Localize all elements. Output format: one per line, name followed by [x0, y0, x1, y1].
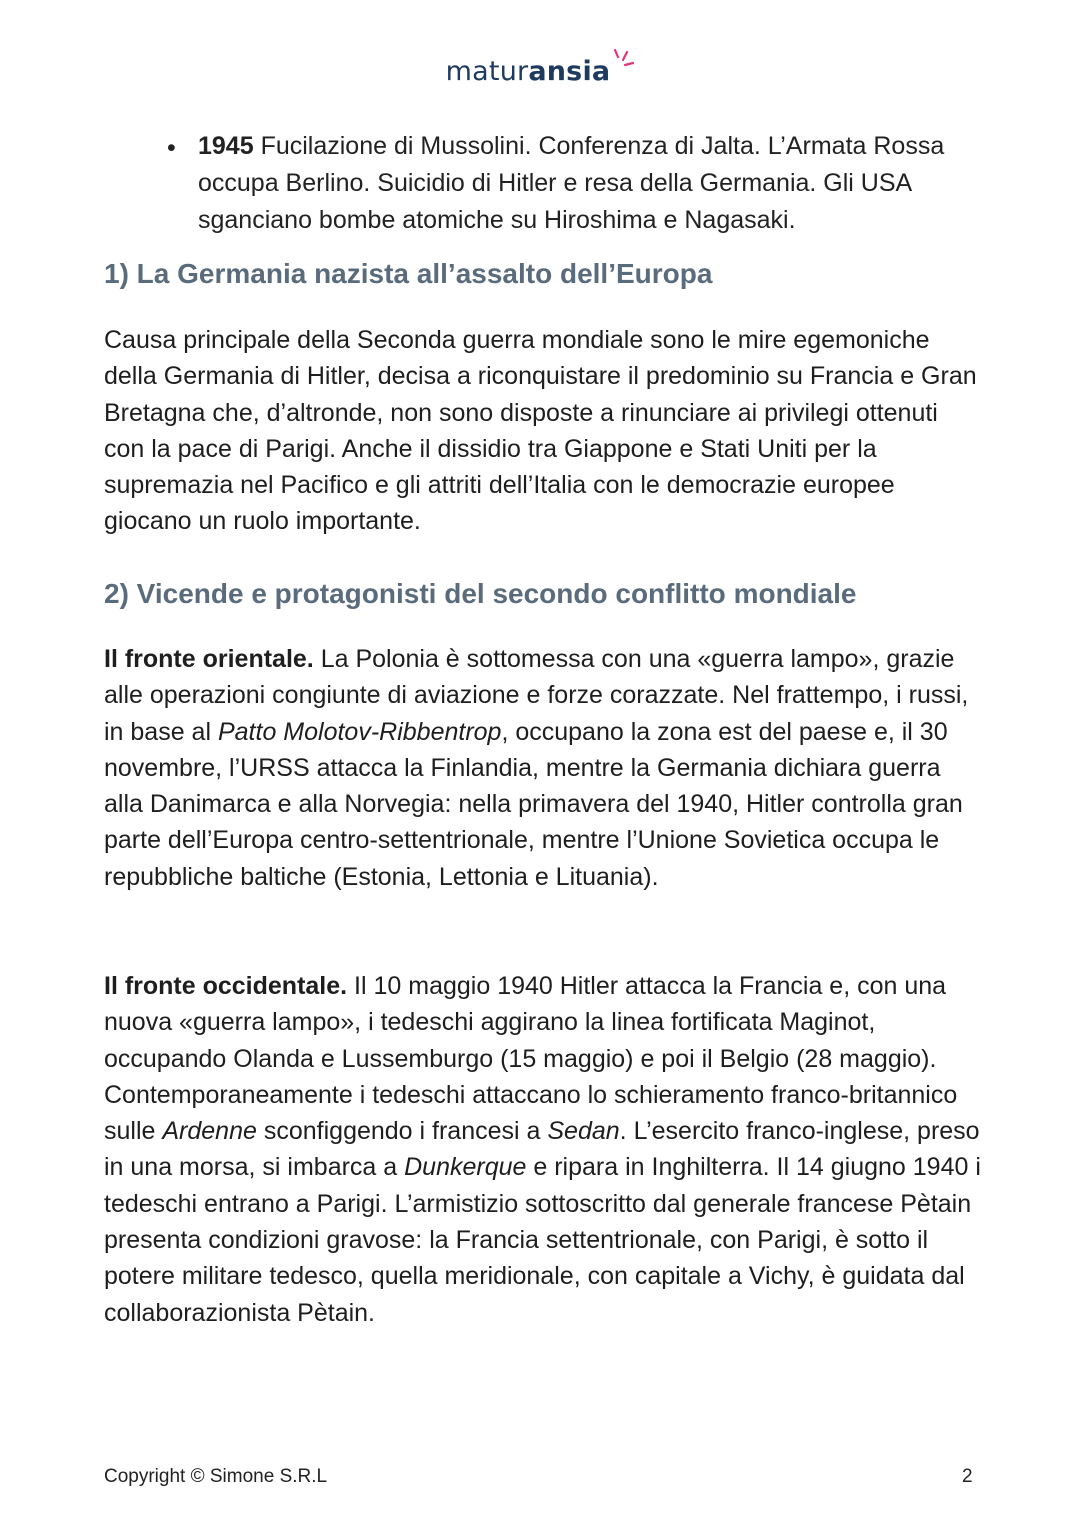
- west-ardenne: Ardenne: [162, 1117, 257, 1146]
- brand-logo: [0, 56, 1080, 87]
- logo-bold: ansia: [528, 56, 611, 87]
- logo-regular: matur: [445, 56, 529, 87]
- sparkle-icon: [612, 48, 634, 70]
- west-text-d: e ripara in Inghilterra. Il 14 giugno 1940 i tedeschi entrano a Parigi. L’armistizio sottoscritto dal generale francese Pètain presenta condizioni gravose: la Francia settentrionale, con Parigi, è sotto il potere militare tedesco, quella meridionale, con capitale a Vichy, è guidata dal collaborazionista Pètain.: [104, 1153, 981, 1327]
- east-text-a: La Polonia è sottomessa con una «guerra lampo», grazie alle operazioni congiunte di aviazione e forze corazzate. Nel frattempo, i russi, in base al: [104, 645, 969, 746]
- east-pact: Patto Molotov-Ribbentrop: [217, 717, 502, 746]
- timeline-bullet: [198, 128, 998, 239]
- section-heading-1: 1) La Germania nazista all’assalto dell’Europa: [104, 258, 713, 289]
- bullet-text: Fucilazione di Mussolini. Conferenza di Jalta. L’Armata Rossa occupa Berlino. Suicidio di Hitler e resa della Germania. Gli USA sganciano bombe atomiche su Hiroshima e Nagasaki.: [198, 132, 945, 234]
- west-lead: Il fronte occidentale.: [104, 972, 348, 1000]
- paragraph-west-front: [104, 968, 984, 1331]
- west-text-a: Il 10 maggio 1940 Hitler attacca la Francia e, con una nuova «guerra lampo», i tedeschi aggirano la linea fortificata Maginot, occupando Olanda e Lussemburgo (15 maggio) e poi il Belgio (28 maggio). Contemporaneamente i tedeschi attaccano lo schieramento franco-britannico sulle: [104, 972, 958, 1146]
- footer-copyright: Copyright © Simone S.R.L: [104, 1466, 328, 1487]
- east-text-b: , occupano la zona est del paese e, il 30 novembre, l’URSS attacca la Finlandia, mentre la Germania dichiara guerra alla Danimarca e alla Norvegia: nella primavera del 1940, Hitler controlla gran parte dell’Europa centro-settentrionale, mentre l’Unione Sovietica occupa le repubbliche baltiche (Estonia, Lettonia e Lituania).: [104, 717, 963, 891]
- west-dunkerque: Dunkerque: [404, 1153, 527, 1182]
- west-sedan: Sedan: [547, 1117, 620, 1146]
- west-text-b: sconfiggendo i francesi a: [256, 1117, 548, 1146]
- paragraph-east-front: [104, 641, 984, 895]
- paragraph-intro: Causa principale della Seconda guerra mondiale sono le mire egemoniche della Germania di Hitler, decisa a riconquistare il predominio su Francia e Gran Bretagna che, d’altronde, non sono disposte a rinunciare ai privilegi ottenuti con la pace di Parigi. Anche il dissidio tra Giappone e Stati Uniti per la supremazia nel Pacifico e gli attriti dell’Italia con le democrazie europee giocano un ruolo importante.: [104, 326, 977, 536]
- section-heading-2: 2) Vicende e protagonisti del secondo conflitto mondiale: [104, 578, 857, 609]
- east-lead: Il fronte orientale.: [104, 645, 314, 673]
- page-number: 2: [962, 1466, 973, 1487]
- west-text-c: . L’esercito franco-inglese, preso in una morsa, si imbarca a: [104, 1117, 980, 1182]
- bullet-dot: •: [167, 134, 176, 162]
- bullet-year: 1945: [198, 132, 254, 160]
